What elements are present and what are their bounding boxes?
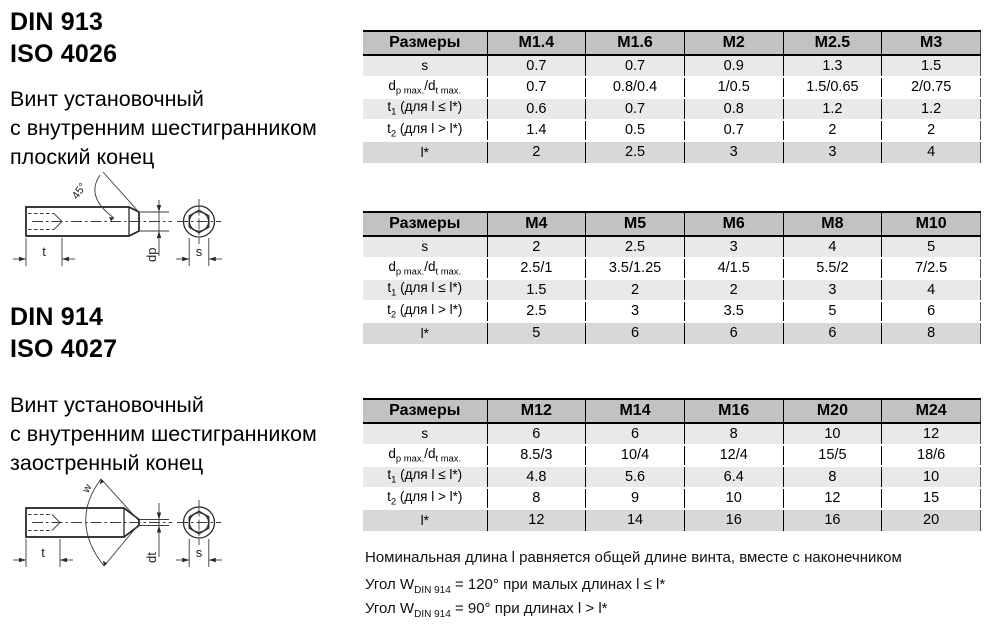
screw-end-view bbox=[177, 199, 221, 244]
table-row bbox=[363, 423, 981, 445]
table-row bbox=[363, 77, 981, 99]
table-row bbox=[363, 236, 981, 258]
text-segment: l* bbox=[420, 325, 429, 341]
table-cell: 12 bbox=[487, 509, 586, 531]
header-row bbox=[363, 212, 981, 236]
table-cell: 1.5/0.65 bbox=[783, 77, 882, 99]
text-segment: (для l ≤ l*) bbox=[396, 99, 463, 115]
table-cell: 6 bbox=[882, 301, 981, 323]
table-cell: 10 bbox=[882, 466, 981, 488]
table-cell: 4.8 bbox=[487, 466, 586, 488]
table-cell: 5 bbox=[487, 322, 586, 344]
row-label bbox=[363, 258, 487, 280]
table-cell: 10/4 bbox=[586, 445, 685, 467]
column-header: M10 bbox=[882, 212, 981, 236]
angle-label: w bbox=[80, 482, 95, 495]
subscript: t max. bbox=[435, 453, 462, 465]
row-label bbox=[363, 55, 487, 77]
table-cell: 0.6 bbox=[487, 98, 586, 120]
table-cell: 8 bbox=[684, 423, 783, 445]
table-cell: 4 bbox=[882, 279, 981, 301]
table-cell: 6 bbox=[586, 322, 685, 344]
text-segment: = 120° при малых длинах l ≤ l* bbox=[450, 576, 666, 593]
subscript: p max. bbox=[395, 266, 425, 278]
row-label bbox=[363, 488, 487, 510]
column-header: M24 bbox=[882, 399, 981, 423]
header-row bbox=[363, 399, 981, 423]
text-segment: s bbox=[421, 58, 429, 74]
table-cell: 20 bbox=[882, 509, 981, 531]
socket-depth-label: t bbox=[41, 545, 45, 560]
subscript: t max. bbox=[435, 266, 462, 278]
table-cell: 2.5 bbox=[586, 141, 685, 163]
corner-header: Размеры bbox=[363, 31, 487, 55]
table-cell: 1.5 bbox=[487, 279, 586, 301]
row-label bbox=[363, 445, 487, 467]
din913-description bbox=[10, 85, 317, 172]
subscript: 2 bbox=[390, 309, 397, 321]
column-header: M12 bbox=[487, 399, 586, 423]
text-segment: Угол W bbox=[365, 576, 415, 593]
table-cell: 1.3 bbox=[783, 55, 882, 77]
table-cell: 3 bbox=[783, 141, 882, 163]
column-header: M1.6 bbox=[586, 31, 685, 55]
table-cell: 5 bbox=[783, 301, 882, 323]
dimensions-table-m12-m24 bbox=[363, 398, 981, 531]
hex-size-label: s bbox=[195, 244, 203, 259]
row-label bbox=[363, 466, 487, 488]
table-cell: 2 bbox=[684, 279, 783, 301]
table-cell: 2/0.75 bbox=[882, 77, 981, 99]
row-label bbox=[363, 98, 487, 120]
table-row bbox=[363, 466, 981, 488]
table-cell: 1.5 bbox=[882, 55, 981, 77]
left-column bbox=[10, 0, 360, 628]
table-row bbox=[363, 279, 981, 301]
table-row bbox=[363, 445, 981, 467]
row-label bbox=[363, 279, 487, 301]
text-segment: t bbox=[387, 488, 391, 504]
standard-iso4027: ISO 4027 bbox=[10, 335, 118, 363]
text-segment: t bbox=[387, 280, 392, 296]
table-cell: 0.7 bbox=[487, 55, 586, 77]
table-cell: 6 bbox=[684, 322, 783, 344]
dimensions-table-m4-m10 bbox=[363, 211, 981, 344]
table-cell: 5.6 bbox=[586, 466, 685, 488]
din914-cone-point-drawing bbox=[6, 467, 248, 579]
table-cell: 10 bbox=[684, 488, 783, 510]
text-segment: (для l ≤ l*) bbox=[396, 467, 463, 483]
column-header: M2 bbox=[684, 31, 783, 55]
table-cell: 12 bbox=[882, 423, 981, 445]
row-label bbox=[363, 236, 487, 258]
table-row bbox=[363, 258, 981, 280]
subscript: 1 bbox=[391, 288, 397, 300]
text-segment: = 90° при длинах l > l* bbox=[450, 600, 608, 617]
text-segment: (для l > l*) bbox=[396, 301, 463, 317]
subscript: p max. bbox=[395, 85, 425, 97]
text-segment: d bbox=[388, 445, 396, 461]
subscript: 1 bbox=[391, 107, 397, 119]
table-cell: 2.5 bbox=[487, 301, 586, 323]
row-label bbox=[363, 322, 487, 344]
table-cell: 3 bbox=[783, 279, 882, 301]
table-cell: 1.2 bbox=[783, 98, 882, 120]
text-segment: Угол W bbox=[365, 600, 415, 617]
note-angle-120 bbox=[365, 576, 665, 596]
table-cell: 2 bbox=[586, 279, 685, 301]
text-segment: t bbox=[387, 301, 391, 317]
screw-side-view bbox=[26, 508, 172, 537]
table-cell: 2 bbox=[783, 120, 882, 142]
table-cell: 3 bbox=[684, 141, 783, 163]
row-label bbox=[363, 423, 487, 445]
table-cell: 0.8 bbox=[684, 98, 783, 120]
table-cell: 2 bbox=[487, 141, 586, 163]
text-segment: s bbox=[421, 239, 429, 255]
table-cell: 4/1.5 bbox=[684, 258, 783, 280]
table-cell: 15 bbox=[882, 488, 981, 510]
text-segment: d bbox=[388, 258, 396, 274]
table-cell: 8 bbox=[487, 488, 586, 510]
screw-side-view bbox=[26, 207, 172, 236]
description-line: с внутренним шестигранником bbox=[10, 116, 317, 140]
row-label bbox=[363, 120, 487, 142]
text-segment: (для l > l*) bbox=[396, 488, 463, 504]
table-cell: 3.5 bbox=[684, 301, 783, 323]
table-cell: 15/5 bbox=[783, 445, 882, 467]
row-label bbox=[363, 301, 487, 323]
table-cell: 4 bbox=[882, 141, 981, 163]
table-cell: 12 bbox=[783, 488, 882, 510]
tables-column bbox=[363, 0, 984, 628]
table-cell: 1.2 bbox=[882, 98, 981, 120]
dimensions-table-m1_4-m3 bbox=[363, 30, 981, 163]
row-label bbox=[363, 509, 487, 531]
table-cell: 2.5 bbox=[586, 236, 685, 258]
note-angle-90 bbox=[365, 600, 608, 620]
text-segment: Номинальная длина l равняется общей длине винта, вместе с наконечником bbox=[365, 549, 902, 566]
table-cell: 16 bbox=[684, 509, 783, 531]
socket-depth-label: t bbox=[42, 244, 46, 259]
table-cell: 3 bbox=[586, 301, 685, 323]
table-cell: 1/0.5 bbox=[684, 77, 783, 99]
subscript: p max. bbox=[395, 453, 425, 465]
socket-depth-dimension bbox=[13, 238, 75, 266]
column-header: M8 bbox=[783, 212, 882, 236]
subscript: 2 bbox=[390, 128, 397, 140]
column-header: M16 bbox=[684, 399, 783, 423]
description-line: с внутренним шестигранником bbox=[10, 422, 317, 446]
text-segment: l* bbox=[420, 512, 429, 528]
table-cell: 0.7 bbox=[487, 77, 586, 99]
point-diameter-label: dp bbox=[144, 247, 159, 262]
table-cell: 3.5/1.25 bbox=[586, 258, 685, 280]
din913-standard-block bbox=[10, 6, 117, 70]
text-segment: (для l > l*) bbox=[396, 120, 463, 136]
description-line: Винт установочный bbox=[10, 393, 204, 417]
description-line: заостренный конец bbox=[10, 451, 204, 475]
corner-header: Размеры bbox=[363, 399, 487, 423]
table-cell: 0.7 bbox=[586, 55, 685, 77]
table-cell: 8.5/3 bbox=[487, 445, 586, 467]
point-diameter-label: dt bbox=[144, 552, 159, 563]
table-cell: 14 bbox=[586, 509, 685, 531]
column-header: M6 bbox=[684, 212, 783, 236]
table-cell: 5 bbox=[882, 236, 981, 258]
text-segment: t bbox=[387, 467, 392, 483]
din914-description bbox=[10, 391, 317, 478]
column-header: M4 bbox=[487, 212, 586, 236]
text-segment: /d bbox=[424, 77, 436, 93]
column-header: M14 bbox=[586, 399, 685, 423]
din913-flat-point-drawing bbox=[6, 166, 248, 278]
table-cell: 5.5/2 bbox=[783, 258, 882, 280]
table-cell: 7/2.5 bbox=[882, 258, 981, 280]
column-header: M3 bbox=[882, 31, 981, 55]
din914-standard-block bbox=[10, 301, 117, 365]
note-nominal-length bbox=[365, 549, 902, 566]
standard-din913: DIN 913 bbox=[10, 8, 104, 36]
table-cell: 12/4 bbox=[684, 445, 783, 467]
text-segment: (для l ≤ l*) bbox=[396, 280, 463, 296]
table-cell: 2.5/1 bbox=[487, 258, 586, 280]
table-row bbox=[363, 301, 981, 323]
subscript: 2 bbox=[390, 496, 397, 508]
text-segment: s bbox=[421, 426, 429, 442]
table-cell: 2 bbox=[487, 236, 586, 258]
table-cell: 6 bbox=[586, 423, 685, 445]
text-segment: t bbox=[387, 120, 391, 136]
table-row bbox=[363, 98, 981, 120]
column-header: M20 bbox=[783, 399, 882, 423]
table-cell: 2 bbox=[882, 120, 981, 142]
column-header: M1.4 bbox=[487, 31, 586, 55]
table-cell: 0.9 bbox=[684, 55, 783, 77]
column-header: M2.5 bbox=[783, 31, 882, 55]
text-segment: /d bbox=[424, 258, 436, 274]
subscript: t max. bbox=[435, 85, 462, 97]
table-row bbox=[363, 55, 981, 77]
table-row bbox=[363, 488, 981, 510]
row-label bbox=[363, 77, 487, 99]
table-cell: 8 bbox=[783, 466, 882, 488]
table-row bbox=[363, 322, 981, 344]
table-cell: 4 bbox=[783, 236, 882, 258]
table-row bbox=[363, 141, 981, 163]
table-cell: 18/6 bbox=[882, 445, 981, 467]
table-cell: 0.7 bbox=[586, 98, 685, 120]
corner-header: Размеры bbox=[363, 212, 487, 236]
table-cell: 0.7 bbox=[684, 120, 783, 142]
standard-iso4026: ISO 4026 bbox=[10, 40, 118, 68]
table-cell: 0.5 bbox=[586, 120, 685, 142]
chamfer-angle-annotation bbox=[70, 172, 137, 221]
header-row bbox=[363, 31, 981, 55]
subscript: DIN 914 bbox=[414, 609, 451, 620]
column-header: M5 bbox=[586, 212, 685, 236]
table-cell: 0.8/0.4 bbox=[586, 77, 685, 99]
text-segment: /d bbox=[424, 445, 436, 461]
table-row bbox=[363, 509, 981, 531]
table-row bbox=[363, 120, 981, 142]
description-line: плоский конец bbox=[10, 145, 155, 169]
table-cell: 1.4 bbox=[487, 120, 586, 142]
table-cell: 3 bbox=[684, 236, 783, 258]
text-segment: l* bbox=[420, 144, 429, 160]
table-cell: 10 bbox=[783, 423, 882, 445]
subscript: 1 bbox=[391, 475, 397, 487]
table-cell: 16 bbox=[783, 509, 882, 531]
screw-end-view bbox=[177, 500, 221, 545]
table-cell: 6 bbox=[783, 322, 882, 344]
table-cell: 8 bbox=[882, 322, 981, 344]
angle-label: 45° bbox=[69, 181, 90, 202]
hex-size-label: s bbox=[195, 545, 203, 560]
description-line: Винт установочный bbox=[10, 87, 204, 111]
text-segment: d bbox=[388, 77, 396, 93]
row-label bbox=[363, 141, 487, 163]
table-cell: 9 bbox=[586, 488, 685, 510]
text-segment: t bbox=[387, 99, 392, 115]
socket-depth-dimension bbox=[13, 539, 73, 567]
table-cell: 6 bbox=[487, 423, 586, 445]
standard-din914: DIN 914 bbox=[10, 303, 104, 331]
point-diameter-dimension bbox=[140, 503, 169, 563]
table-cell: 6.4 bbox=[684, 466, 783, 488]
point-diameter-dimension bbox=[140, 200, 169, 262]
subscript: DIN 914 bbox=[414, 585, 451, 596]
